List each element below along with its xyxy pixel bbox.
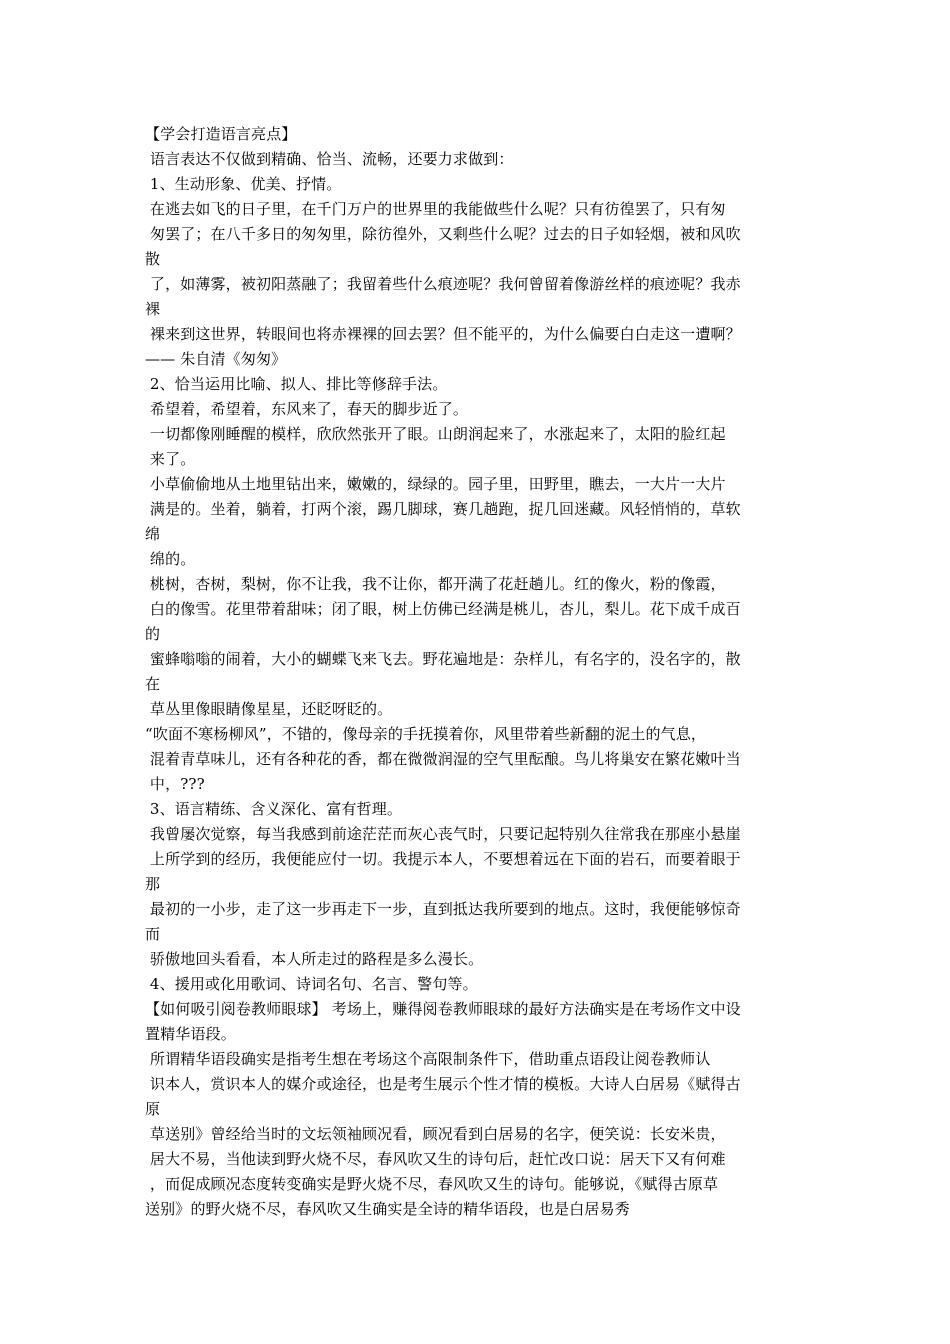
text-line: 在 — [145, 675, 161, 693]
text-line: 居大不易，当他读到野火烧不尽，春风吹又生的诗句后，赶忙改口说：居天下又有何难 — [145, 1150, 726, 1168]
text-line: 语言表达不仅做到精确、恰当、流畅，还要力求做到： — [145, 150, 514, 168]
text-line: 草送别》曾经给当时的文坛领袖顾况看，顾况看到白居易的名字，便笑说：长安米贵， — [145, 1125, 726, 1143]
text-line: 绵的。 — [145, 550, 196, 568]
text-line: 2、恰当运用比喻、拟人、排比等修辞手法。 — [145, 375, 448, 393]
text-line: 3、语言精练、含义深化、富有哲理。 — [145, 800, 403, 818]
text-line: 裸 — [145, 300, 161, 318]
text-line: 所谓精华语段确实是指考生想在考场这个高限制条件下，借助重点语段让阅卷教师认 — [145, 1050, 711, 1068]
text-line: 来了。 — [145, 450, 196, 468]
document-body — [145, 122, 815, 1222]
text-line: “吹面不寒杨柳风”，不错的，像母亲的手抚摸着你，风里带着些新翻的泥土的气息， — [145, 725, 707, 743]
text-line: 匆罢了；在八千多日的匆匆里，除彷徨外，又剩些什么呢？过去的日子如轻烟，被和风吹 — [145, 225, 741, 243]
text-line: 一切都像刚睡醒的模样，欣欣然张开了眼。山朗润起来了，水涨起来了，太阳的脸红起 — [145, 425, 726, 443]
text-line: —— 朱自清《匆匆》 — [145, 350, 287, 368]
text-line: 骄傲地回头看看，本人所走过的路程是多么漫长。 — [145, 950, 484, 968]
text-line: 中，??? — [145, 775, 205, 793]
text-line: 混着青草味儿，还有各种花的香，都在微微润湿的空气里酝酿。鸟儿将巢安在繁花嫩叶当 — [145, 750, 741, 768]
text-line: 桃树，杏树，梨树，你不让我，我不让你，都开满了花赶趟儿。红的像火，粉的像霞， — [145, 575, 726, 593]
text-line: 4、援用或化用歌词、诗词名句、名言、警句等。 — [145, 975, 478, 993]
text-line: 裸来到这世界，转眼间也将赤裸裸的回去罢？但不能平的，为什么偏要白白走这一遭啊？ — [145, 325, 741, 343]
text-line: 满是的。坐着，躺着，打两个滚，踢几脚球，赛几趟跑，捉几回迷藏。风轻悄悄的，草软 — [145, 500, 741, 518]
text-line: 在逃去如飞的日子里，在千门万户的世界里的我能做些什么呢？只有彷徨罢了，只有匆 — [145, 200, 726, 218]
text-line: 希望着，希望着，东风来了，春天的脚步近了。 — [145, 400, 469, 418]
text-line: 了，如薄雾，被初阳蒸融了；我留着些什么痕迹呢？我何曾留着像游丝样的痕迹呢？我赤 — [145, 275, 741, 293]
text-line: 散 — [145, 250, 161, 268]
text-line: ，而促成顾况态度转变确实是野火烧不尽，春风吹又生的诗句。能够说，《赋得古原草 — [145, 1175, 719, 1193]
text-line: 1、生动形象、优美、抒情。 — [145, 175, 342, 193]
text-line: 的 — [145, 625, 161, 643]
text-line: 【学会打造语言亮点】 — [145, 125, 297, 143]
text-line: 我曾屡次觉察，每当我感到前途茫茫而灰心丧气时，只要记起特别久往常我在那座小悬崖 — [145, 825, 741, 843]
text-line: 最初的一小步，走了这一步再走下一步，直到抵达我所要到的地点。这时，我便能够惊奇 — [145, 900, 741, 918]
text-line: 而 — [145, 925, 161, 943]
text-line: 识本人，赏识本人的媒介或途径，也是考生展示个性才情的模板。大诗人白居易《赋得古 — [145, 1075, 741, 1093]
text-line: 上所学到的经历，我便能应付一切。我提示本人，不要想着远在下面的岩石，而要着眼于 — [145, 850, 741, 868]
text-line: 送别》的野火烧不尽，春风吹又生确实是全诗的精华语段，也是白居易秀 — [145, 1200, 630, 1218]
text-line: 蜜蜂嗡嗡的闹着，大小的蝴蝶飞来飞去。野花遍地是：杂样儿，有名字的，没名字的，散 — [145, 650, 741, 668]
text-line: 绵 — [145, 525, 161, 543]
text-line: 小草偷偷地从土地里钻出来，嫩嫩的，绿绿的。园子里，田野里，瞧去，一大片一大片 — [145, 475, 726, 493]
text-line: 原 — [145, 1100, 161, 1118]
text-line: 白的像雪。花里带着甜味；闭了眼，树上仿佛已经满是桃儿，杏儿，梨儿。花下成千成百 — [145, 600, 741, 618]
text-line: 那 — [145, 875, 161, 893]
text-line: 置精华语段。 — [145, 1025, 236, 1043]
text-line: 草丛里像眼睛像星星，还眨呀眨的。 — [145, 700, 393, 718]
text-line: 【如何吸引阅卷教师眼球】 考场上，赚得阅卷教师眼球的最好方法确实是在考场作文中设 — [145, 1000, 741, 1018]
